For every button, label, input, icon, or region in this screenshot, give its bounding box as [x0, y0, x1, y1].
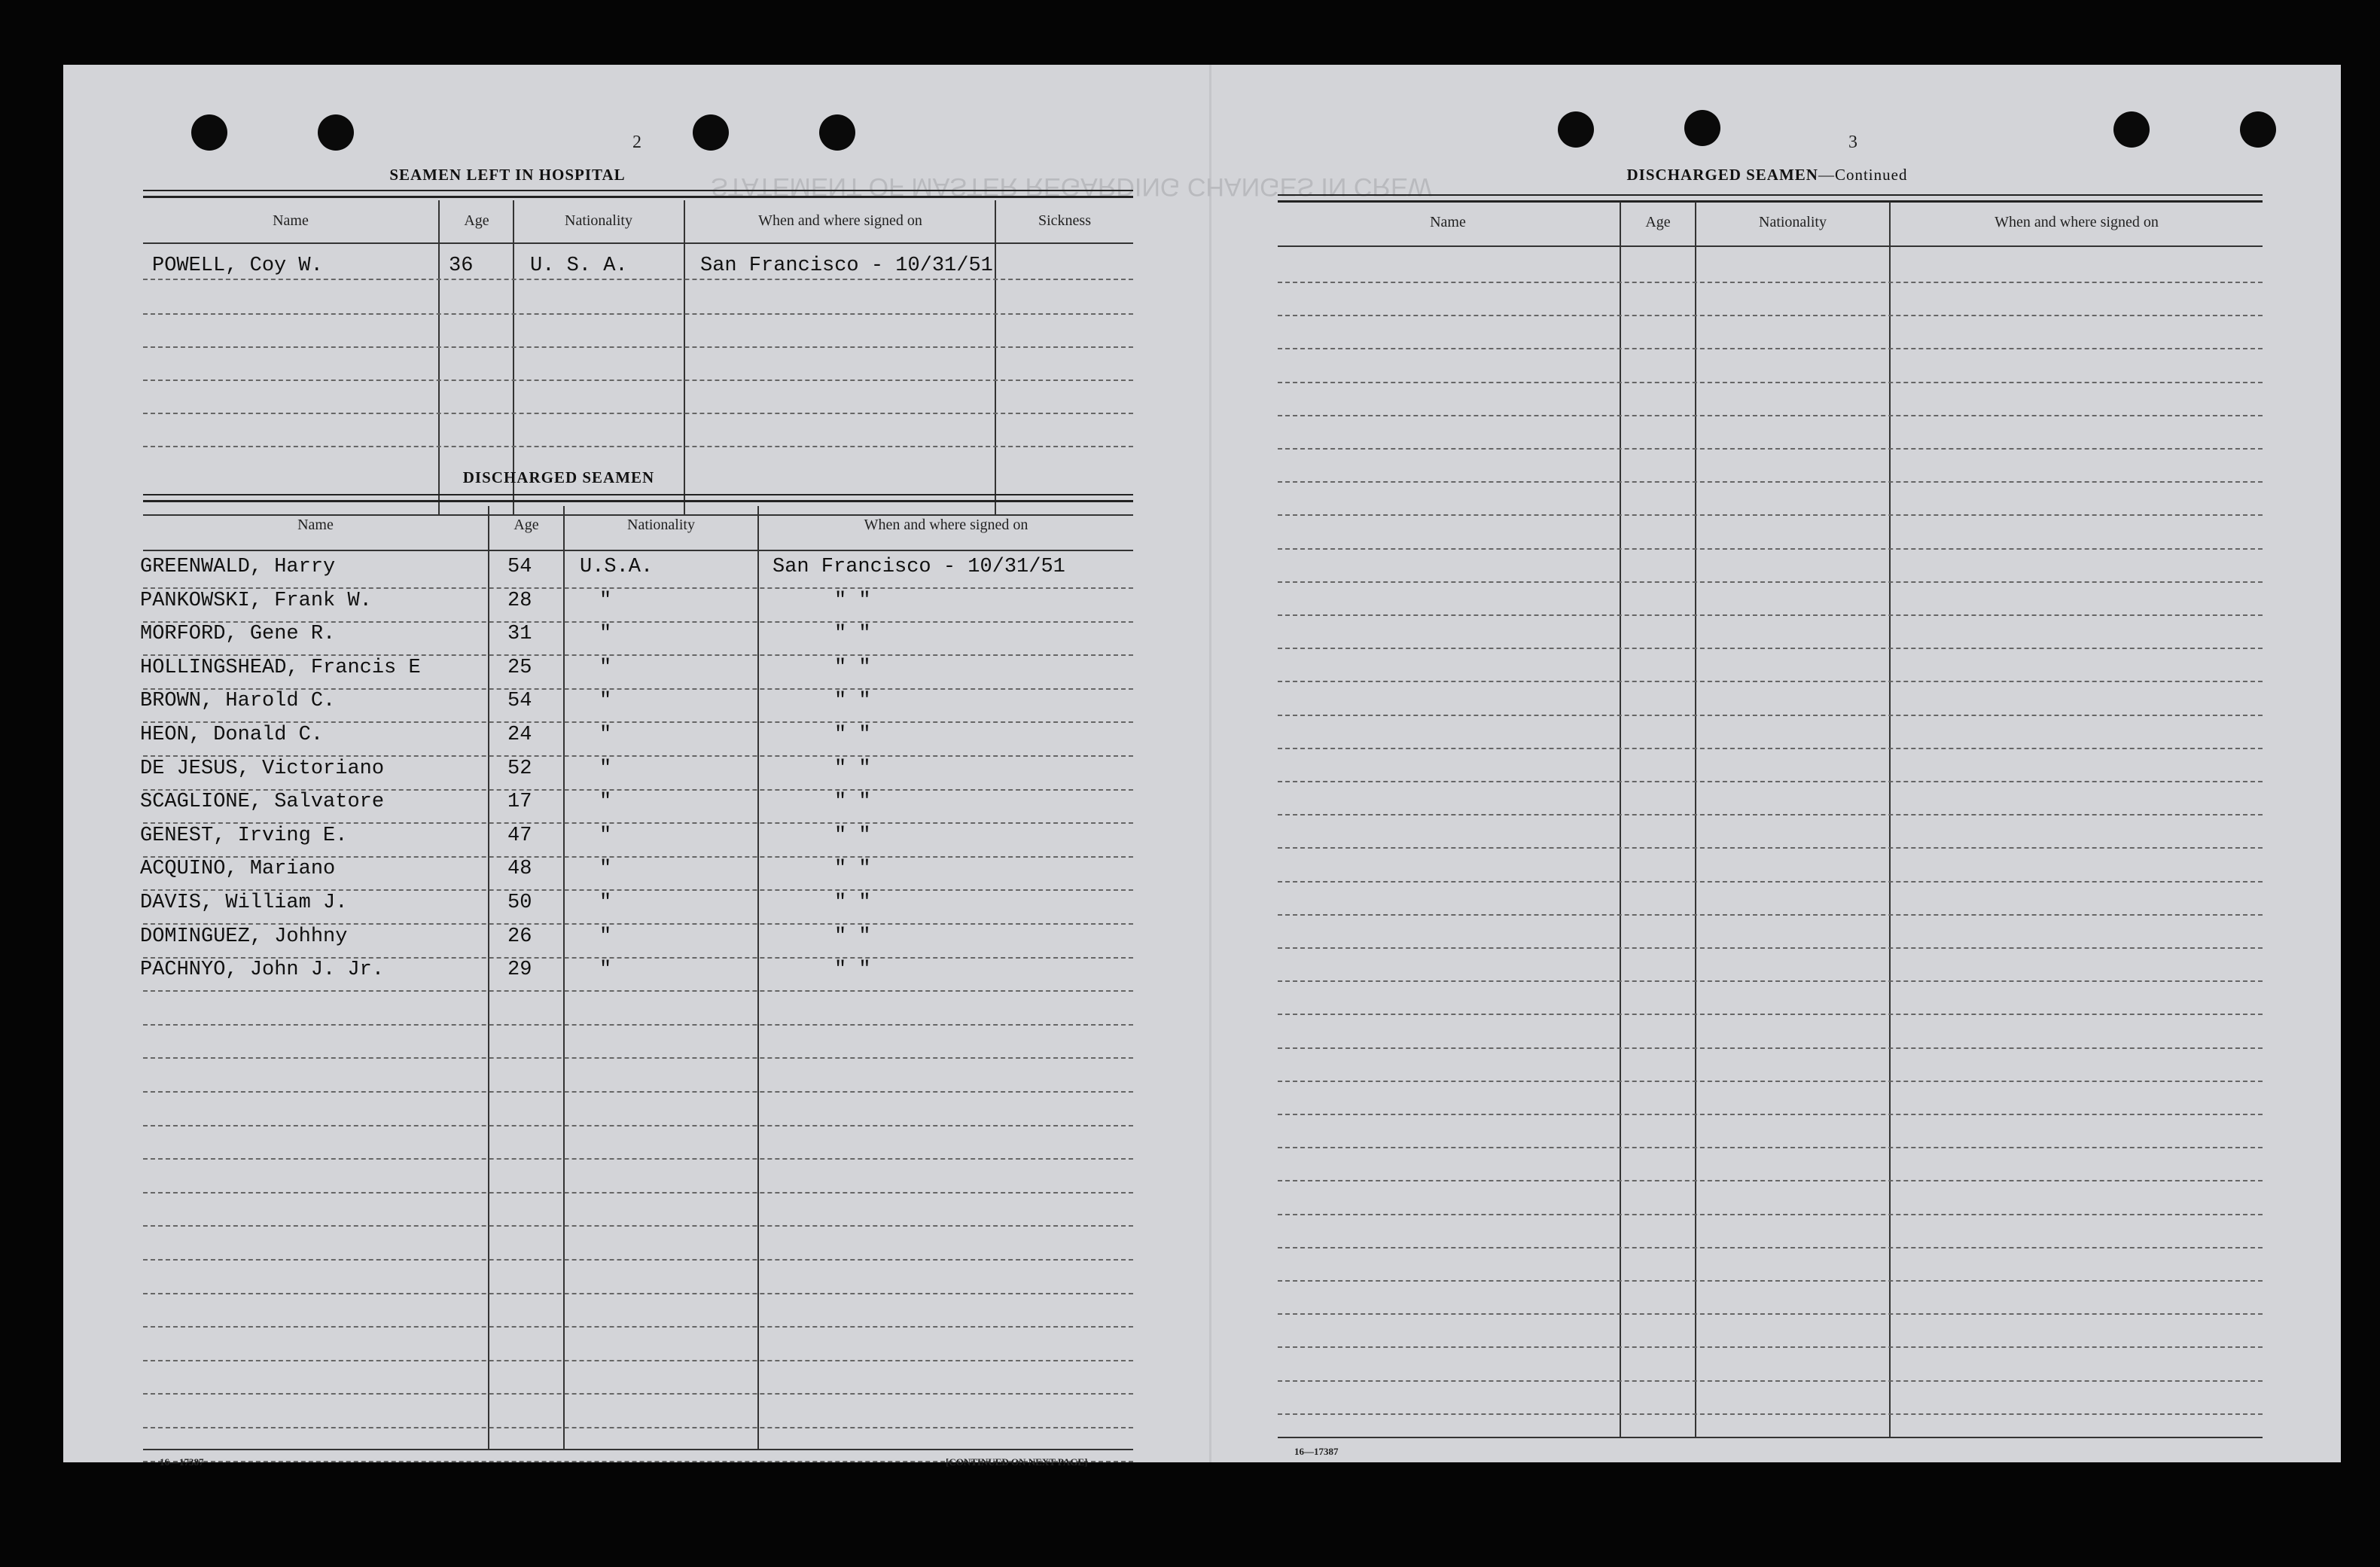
seaman-name: SCAGLIONE, Salvatore	[140, 791, 385, 814]
row-line	[1278, 814, 2263, 816]
row-line	[143, 1057, 1133, 1059]
column-divider	[1620, 202, 1621, 1438]
row-line	[143, 1360, 1133, 1361]
column-divider	[1695, 202, 1696, 1438]
seaman-signed-on: " "	[834, 690, 871, 713]
seaman-age: 47	[507, 824, 532, 847]
right-page	[1211, 65, 2341, 1462]
column-divider	[563, 506, 565, 1450]
column-divider	[995, 200, 996, 515]
row-line	[1278, 415, 2263, 416]
row-line	[1278, 681, 2263, 682]
row-line	[1278, 382, 2263, 383]
row-line	[143, 1024, 1133, 1026]
seaman-nationality: "	[599, 824, 612, 847]
row-line	[1278, 881, 2263, 883]
row-line	[143, 413, 1133, 414]
seaman-signed-on: San Francisco - 10/31/51	[773, 556, 1065, 578]
row-line	[143, 279, 1133, 280]
punch-hole	[1684, 110, 1720, 146]
seaman-nationality: "	[599, 858, 612, 881]
seaman-age: 25	[507, 656, 532, 679]
punch-hole	[2113, 111, 2150, 148]
row-line	[1278, 781, 2263, 782]
row-line	[1278, 1114, 2263, 1115]
seaman-nationality: "	[599, 724, 612, 746]
seaman-signed-on: " "	[834, 623, 871, 646]
punch-hole	[191, 114, 227, 151]
row-line	[1278, 980, 2263, 982]
row-line	[143, 1225, 1133, 1227]
scanned-document	[63, 65, 2341, 1468]
seaman-signed-on: " "	[834, 892, 871, 914]
form-number: 16—17387	[1294, 1446, 1339, 1457]
header-signed-on: When and where signed on	[758, 212, 922, 229]
header-underline	[1278, 245, 2263, 247]
hospital-signed-on: San Francisco - 10/31/51	[700, 255, 993, 277]
punch-hole	[2240, 111, 2276, 148]
row-line	[1278, 1014, 2263, 1015]
row-line	[1278, 1047, 2263, 1049]
header-nationality: Nationality	[627, 517, 695, 533]
seaman-name: DAVIS, William J.	[140, 892, 348, 914]
row-line	[1278, 548, 2263, 550]
seaman-age: 26	[507, 925, 532, 948]
section-rule	[1278, 194, 2263, 203]
row-line	[1278, 481, 2263, 483]
hospital-nationality: U. S. A.	[530, 255, 628, 277]
row-line	[143, 1427, 1133, 1428]
hospital-section-title: SEAMEN LEFT IN HOSPITAL	[389, 166, 626, 184]
header-nationality: Nationality	[1759, 214, 1827, 230]
row-line	[143, 1393, 1133, 1395]
hospital-age: 36	[449, 255, 474, 277]
header-signed-on: When and where signed on	[864, 517, 1028, 533]
seaman-name: PACHNYO, John J. Jr.	[140, 959, 385, 982]
row-line	[1278, 1180, 2263, 1181]
header-age: Age	[464, 212, 489, 229]
seaman-name: HOLLINGSHEAD, Francis E	[140, 656, 421, 679]
row-line	[143, 380, 1133, 381]
column-divider	[757, 506, 759, 1450]
seaman-signed-on: " "	[834, 791, 871, 814]
continued-note: [CONTINUED ON NEXT PAGE]	[946, 1456, 1088, 1468]
row-line	[1278, 1380, 2263, 1382]
header-sickness: Sickness	[1038, 212, 1091, 229]
row-line	[1278, 1346, 2263, 1348]
seaman-name: PANKOWSKI, Frank W.	[140, 589, 372, 612]
header-signed-on: When and where signed on	[1995, 214, 2159, 230]
header-name: Name	[297, 517, 334, 533]
column-divider	[488, 506, 489, 1450]
punch-hole	[693, 114, 729, 151]
row-line	[1278, 748, 2263, 749]
page-number: 2	[632, 133, 641, 152]
row-line	[1278, 914, 2263, 916]
row-line	[143, 446, 1133, 447]
row-line	[1278, 514, 2263, 516]
row-line	[1278, 1214, 2263, 1215]
section-rule	[143, 494, 1133, 502]
column-divider	[1889, 202, 1891, 1438]
discharged-continued-title	[1579, 166, 1955, 184]
row-line	[143, 346, 1133, 348]
header-name: Name	[1430, 214, 1466, 230]
row-line	[1278, 348, 2263, 349]
seaman-signed-on: " "	[834, 589, 871, 612]
seaman-nationality: "	[599, 690, 612, 713]
punch-hole	[318, 114, 354, 151]
seaman-age: 17	[507, 791, 532, 814]
header-underline	[143, 550, 1133, 551]
seaman-name: GENEST, Irving E.	[140, 824, 348, 847]
seaman-name: DE JESUS, Victoriano	[140, 757, 385, 780]
seaman-nationality: "	[599, 623, 612, 646]
seaman-age: 29	[507, 959, 532, 982]
seaman-nationality: "	[599, 791, 612, 814]
seaman-name: BROWN, Harold C.	[140, 690, 336, 713]
table-bottom	[143, 1449, 1133, 1450]
seaman-signed-on: " "	[834, 858, 871, 881]
seaman-name: ACQUINO, Mariano	[140, 858, 336, 881]
header-underline	[143, 242, 1133, 244]
seaman-nationality: "	[599, 589, 612, 612]
seaman-nationality: "	[599, 959, 612, 982]
seaman-signed-on: " "	[834, 656, 871, 679]
seaman-name: DOMINGUEZ, Johhny	[140, 925, 348, 948]
row-line	[1278, 315, 2263, 316]
left-page	[63, 65, 1432, 1468]
seaman-age: 54	[507, 690, 532, 713]
seaman-age: 54	[507, 556, 532, 578]
row-line	[143, 1091, 1133, 1093]
title-main: DISCHARGED SEAMEN	[1626, 166, 1818, 184]
form-number: 16—17387	[160, 1456, 204, 1468]
table-bottom	[1278, 1437, 2263, 1438]
seaman-age: 31	[507, 623, 532, 646]
seaman-signed-on: " "	[834, 757, 871, 780]
row-line	[143, 1125, 1133, 1126]
row-line	[1278, 581, 2263, 583]
row-line	[1278, 1081, 2263, 1082]
title-suffix: —Continued	[1818, 166, 1908, 184]
row-line	[143, 1293, 1133, 1294]
hospital-name: POWELL, Coy W.	[152, 255, 323, 277]
seaman-signed-on: " "	[834, 724, 871, 746]
row-line	[1278, 648, 2263, 649]
row-line	[143, 1192, 1133, 1194]
seaman-nationality: U.S.A.	[580, 556, 654, 578]
row-line	[1278, 847, 2263, 849]
seaman-nationality: "	[599, 656, 612, 679]
row-line	[143, 1326, 1133, 1328]
row-line	[1278, 1147, 2263, 1148]
seaman-signed-on: " "	[834, 824, 871, 847]
seaman-nationality: "	[599, 925, 612, 948]
punch-hole	[819, 114, 855, 151]
seaman-age: 52	[507, 757, 532, 780]
row-line	[143, 990, 1133, 992]
section-rule	[143, 190, 1133, 198]
seaman-age: 48	[507, 858, 532, 881]
seaman-signed-on: " "	[834, 925, 871, 948]
row-line	[1278, 715, 2263, 716]
seaman-name: MORFORD, Gene R.	[140, 623, 336, 646]
punch-hole	[1558, 111, 1594, 148]
seaman-age: 24	[507, 724, 532, 746]
row-line	[143, 1158, 1133, 1160]
row-line	[1278, 947, 2263, 949]
seaman-nationality: "	[599, 757, 612, 780]
header-nationality: Nationality	[565, 212, 632, 229]
row-line	[1278, 1413, 2263, 1415]
page-number: 3	[1848, 133, 1857, 152]
row-line	[1278, 1280, 2263, 1282]
seaman-age: 50	[507, 892, 532, 914]
table-bottom	[143, 514, 1133, 516]
row-line	[1278, 1247, 2263, 1248]
row-line	[143, 313, 1133, 315]
row-line	[1278, 614, 2263, 616]
header-age: Age	[513, 517, 539, 533]
row-line	[143, 1259, 1133, 1261]
seaman-nationality: "	[599, 892, 612, 914]
row-line	[1278, 282, 2263, 283]
header-name: Name	[273, 212, 309, 229]
seaman-name: HEON, Donald C.	[140, 724, 324, 746]
row-line	[1278, 1313, 2263, 1315]
header-age: Age	[1645, 214, 1671, 230]
discharged-section-title: DISCHARGED SEAMEN	[462, 468, 655, 486]
row-line	[1278, 448, 2263, 450]
seaman-age: 28	[507, 589, 532, 612]
seaman-signed-on: " "	[834, 959, 871, 982]
bleed-through-text: STATEMENT OF MASTER REGARDING CHANGES IN CREW	[711, 172, 1432, 201]
seaman-name: GREENWALD, Harry	[140, 556, 336, 578]
